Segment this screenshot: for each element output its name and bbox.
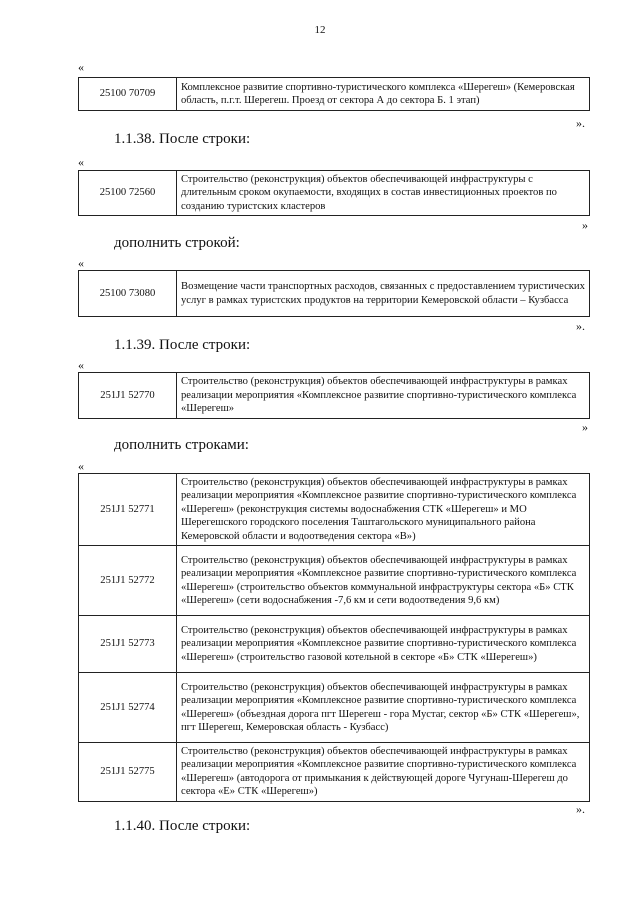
budget-table [78,473,590,802]
table-row [79,673,590,743]
table-row [79,373,590,419]
table-row [79,474,590,546]
budget-code: 251J1 52772 [79,546,177,616]
open-quote: « [78,358,84,372]
budget-code: 251J1 52774 [79,673,177,743]
budget-description: Возмещение части транспортных расходов, связанных с предоставлением туристических услуг в рамках туристских продуктов на территории Кемеровской области – Кузбасса [177,271,590,317]
add-rows-label: дополнить строками: [114,437,249,453]
add-row-label: дополнить строкой: [114,235,240,251]
table-row [79,743,590,802]
table-row [79,546,590,616]
budget-description: Строительство (реконструкция) объектов обеспечивающей инфраструктуры в рамках реализации мероприятия «Комплексное развитие спортивно-туристического комплекса «Шерегеш» [177,373,590,419]
close-quote: » [582,218,588,232]
close-quote: ». [576,319,585,333]
budget-code: 251J1 52775 [79,743,177,802]
budget-description: Комплексное развитие спортивно-туристического комплекса «Шерегеш» (Кемеровская область, п.г.т. Шерегеш. Проезд от сектора А до сектора Б. 1 этап) [177,78,590,111]
budget-table [78,77,590,111]
budget-code: 251J1 52773 [79,616,177,673]
budget-table [78,372,590,419]
budget-code: 25100 72560 [79,171,177,216]
budget-table [78,170,590,216]
open-quote: « [78,256,84,270]
budget-table [78,270,590,317]
budget-description: Строительство (реконструкция) объектов обеспечивающей инфраструктуры в рамках реализации мероприятия «Комплексное развитие спортивно-туристического комплекса «Шерегеш» (объездная дорога пгт Шерегеш - гора Мустаг, сектор «Б» СТК «Шерегеш», пгт Шерегеш, Кемеровская область - Кузбасс) [177,673,590,743]
budget-code: 25100 73080 [79,271,177,317]
open-quote: « [78,155,84,169]
budget-description: Строительство (реконструкция) объектов обеспечивающей инфраструктуры в рамках реализации мероприятия «Комплексное развитие спортивно-туристического комплекса «Шерегеш» (реконструкция системы водоснабжения СТК «Шерегеш» и МО Шерегешского городского поселения Таштагольского муниципального района Кемеровской области и водоотведения сектора «В») [177,474,590,546]
table-row [79,616,590,673]
open-quote: « [78,459,84,473]
budget-code: 25100 70709 [79,78,177,111]
table-row [79,78,590,111]
section-heading: 1.1.40. После строки: [114,818,251,834]
table-row [79,171,590,216]
budget-description: Строительство (реконструкция) объектов обеспечивающей инфраструктуры с длительным сроком окупаемости, входящих в состав инвестиционных проектов по созданию туристских кластеров [177,171,590,216]
budget-code: 251J1 52770 [79,373,177,419]
budget-description: Строительство (реконструкция) объектов обеспечивающей инфраструктуры в рамках реализации мероприятия «Комплексное развитие спортивно-туристического комплекса «Шерегеш» (автодорога от примыкания к действующей дороге Чугунаш-Шерегеш до сектора «Е» СТК «Шерегеш») [177,743,590,802]
table-row [79,271,590,317]
close-quote: ». [576,116,585,130]
close-quote: ». [576,802,585,816]
section-heading: 1.1.39. После строки: [114,337,251,353]
budget-description: Строительство (реконструкция) объектов обеспечивающей инфраструктуры в рамках реализации мероприятия «Комплексное развитие спортивно-туристического комплекса «Шерегеш» (строительство газовой котельной в секторе «Б» СТК «Шерегеш») [177,616,590,673]
budget-code: 251J1 52771 [79,474,177,546]
section-heading: 1.1.38. После строки: [114,131,251,147]
close-quote: » [582,420,588,434]
page-number: 12 [314,24,326,36]
open-quote: « [78,60,84,74]
budget-description: Строительство (реконструкция) объектов обеспечивающей инфраструктуры в рамках реализации мероприятия «Комплексное развитие спортивно-туристического комплекса «Шерегеш» (строительство объектов коммунальной инфраструктуры сектора «Б» СТК «Шерегеш» (сети водоснабжения -7,6 км и сети водоотведения 9,6 км) [177,546,590,616]
